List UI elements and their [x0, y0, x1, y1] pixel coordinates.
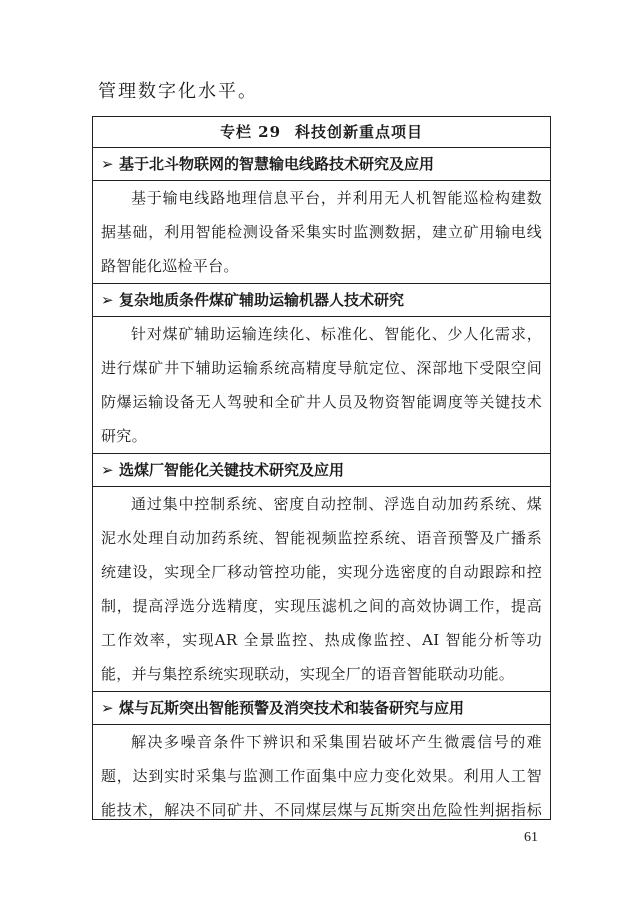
section-paragraph: 解决多噪音条件下辨识和采集围岩破坏产生微震信号的难题，达到实时采集与监测工作面集中应力变化效果。利用人工智能技术，解决不同矿井、不同煤层煤与瓦斯突出危险性判据指标	[101, 733, 542, 819]
section-heading-text: 选煤厂智能化关键技术研究及应用	[119, 461, 345, 479]
arrow-bullet-icon: ➢	[101, 155, 114, 173]
section-paragraph: 通过集中控制系统、密度自动控制、浮选自动加药系统、煤泥水处理自动加药系统、智能视频监控系统、语音预警及广播系统建设，实现全厂移动管控功能，实现分选密度的自动跟踪和控制，提高浮选分选精度，实现压滤机之间的高效协调工作，提高工作效率，实现AR 全景监控、热成像监控、AI 智能分析等功能，并与集控系统实现联动，实现全厂的语音智能联动功能。	[101, 495, 542, 683]
arrow-bullet-icon: ➢	[101, 699, 114, 717]
section-body	[93, 725, 550, 820]
section-paragraph: 针对煤矿辅助运输连续化、标准化、智能化、少人化需求，进行煤矿井下辅助运输系统高精度导航定位、深部地下受限空间防爆运输设备无人驾驶和全矿井人员及物资智能调度等关键技术研究。	[101, 325, 542, 445]
section-body	[93, 181, 550, 284]
section-heading	[93, 284, 550, 317]
section-heading-text: 基于北斗物联网的智慧输电线路技术研究及应用	[119, 155, 435, 173]
column-title-text: 科技创新重点项目	[295, 123, 424, 141]
arrow-bullet-icon: ➢	[101, 291, 114, 309]
section-heading	[93, 148, 550, 181]
page-number: 61	[524, 830, 538, 845]
column-label: 专栏 29	[219, 123, 282, 141]
section-body	[93, 487, 550, 692]
section-paragraph: 基于输电线路地理信息平台，并利用无人机智能巡检构建数据基础，利用智能检测设备采集实时监测数据，建立矿用输电线路智能化巡检平台。	[101, 189, 542, 275]
column-title	[93, 117, 550, 148]
arrow-bullet-icon: ➢	[101, 461, 114, 479]
section-heading-text: 煤与瓦斯突出智能预警及消突技术和装备研究与应用	[119, 699, 465, 717]
section-heading	[93, 692, 550, 725]
column-box	[92, 116, 551, 820]
section-body	[93, 317, 550, 454]
intro-text: 管理数字化水平。	[98, 81, 258, 102]
section-heading-text: 复杂地质条件煤矿辅助运输机器人技术研究	[119, 291, 405, 309]
section-heading	[93, 454, 550, 487]
